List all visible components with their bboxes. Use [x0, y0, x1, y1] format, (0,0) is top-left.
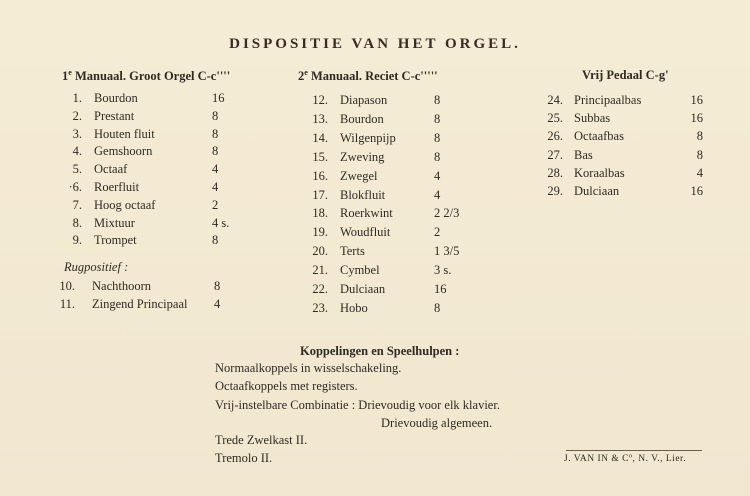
- manuaal1-heading-text: Manuaal. Groot Orgel C-c'''': [71, 69, 231, 84]
- stop-name: Mixtuur: [94, 215, 135, 230]
- page-title: DISPOSITIE VAN HET ORGEL.: [229, 36, 521, 52]
- stop-number: 26.: [547, 129, 563, 144]
- stop-feet: 8: [696, 129, 703, 144]
- stop-feet: 2: [434, 225, 441, 240]
- stop-number: 9.: [72, 233, 82, 248]
- stop-name: Roerkwint: [340, 206, 393, 221]
- stop-feet: 8: [434, 130, 441, 145]
- stop-name: Trompet: [94, 233, 137, 248]
- stop-name: Bourdon: [340, 111, 384, 126]
- stop-name: Gemshoorn: [94, 144, 153, 159]
- stop-feet: 4: [212, 162, 219, 177]
- pedaal-heading: Vrij Pedaal C-g': [582, 68, 669, 82]
- stop-name: Wilgenpijp: [340, 130, 396, 145]
- stop-name: Roerfluit: [94, 180, 140, 194]
- stop-name: Koraalbas: [574, 165, 625, 180]
- stop-row: [0, 110, 750, 127]
- stop-row: [0, 128, 750, 145]
- stop-number: ·6.: [68, 180, 82, 194]
- stop-number: 4.: [72, 144, 82, 159]
- stop-number: 10.: [59, 279, 75, 293]
- stop-name: Hobo: [340, 300, 368, 315]
- koppelingen-heading: Koppelingen en Speelhulpen :: [300, 344, 460, 358]
- stop-number: 21.: [312, 263, 328, 278]
- stop-feet: 8: [212, 108, 219, 123]
- stop-name: Zweving: [340, 149, 385, 164]
- manuaal2-heading-sup: e: [304, 68, 308, 77]
- stop-name: Bas: [574, 147, 593, 162]
- stop-name: Zwegel: [340, 168, 378, 183]
- koppeling-line: Octaafkoppels met registers.: [215, 379, 358, 393]
- manuaal1-heading: [62, 68, 230, 84]
- stop-feet: 8: [434, 300, 441, 315]
- koppeling-line: Trede Zwelkast II.: [215, 433, 308, 447]
- stop-row: [0, 147, 750, 164]
- stop-feet: 8: [434, 149, 441, 164]
- stop-number: 7.: [72, 197, 82, 212]
- stop-feet: 1 3/5: [434, 244, 460, 259]
- koppeling-line: Drievoudig algemeen.: [381, 416, 493, 430]
- stop-number: 17.: [312, 187, 328, 202]
- stop-name: Bourdon: [94, 91, 138, 105]
- koppeling-line: Tremolo II.: [215, 451, 273, 465]
- stop-name: Nachthoorn: [92, 279, 152, 293]
- koppeling-line: Normaalkoppels in wisselschakeling.: [215, 361, 402, 375]
- manuaal1-heading-prefix: 1: [62, 69, 69, 84]
- stop-number: 24.: [547, 93, 563, 107]
- manuaal2-heading-prefix: 2: [298, 69, 305, 84]
- stop-feet: 4: [696, 165, 703, 180]
- stop-number: 20.: [312, 244, 328, 259]
- stop-feet: 16: [434, 282, 447, 296]
- stop-number: 18.: [312, 206, 328, 221]
- stop-name: Dulciaan: [340, 282, 386, 296]
- stop-number: 12.: [312, 93, 328, 107]
- stop-number: 14.: [312, 130, 328, 145]
- stop-feet: 16: [690, 93, 703, 107]
- stop-name: Octaaf: [94, 162, 128, 177]
- stop-row: [0, 183, 750, 200]
- stop-name: Terts: [340, 244, 365, 259]
- stop-row: [0, 262, 750, 279]
- stop-number: 8.: [72, 215, 82, 230]
- stop-feet: 2 2/3: [434, 206, 460, 221]
- stop-number: 19.: [312, 225, 328, 240]
- koppeling-line: Vrij-instelbare Combinatie : Drievoudig voor elk klavier.: [215, 398, 500, 412]
- stop-feet: 4: [214, 297, 221, 311]
- stop-number: 13.: [312, 111, 328, 126]
- stop-name: Blokfluit: [340, 187, 386, 202]
- stop-feet: 8: [212, 144, 219, 159]
- stop-name: Octaafbas: [574, 129, 624, 144]
- manuaal1-heading-sup: e: [68, 68, 72, 77]
- stop-name: Hoog octaaf: [94, 197, 156, 212]
- stop-feet: 16: [690, 111, 703, 126]
- stop-feet: 8: [434, 111, 441, 126]
- stop-number: 1.: [72, 91, 82, 105]
- stop-number: 15.: [312, 149, 328, 164]
- stop-row: [0, 281, 750, 298]
- stop-feet: 4: [434, 187, 441, 202]
- stop-number: 28.: [547, 165, 563, 180]
- stop-name: Principaalbas: [574, 93, 642, 107]
- stop-number: 22.: [312, 282, 328, 296]
- stop-feet: 4: [212, 180, 219, 194]
- stop-name: Dulciaan: [574, 184, 620, 198]
- stop-number: 23.: [312, 300, 328, 315]
- stop-feet: 2: [212, 197, 219, 212]
- stop-name: Zingend Principaal: [92, 297, 188, 311]
- stop-feet: 8: [696, 147, 703, 162]
- stop-name: Diapason: [340, 93, 388, 107]
- stop-number: 29.: [547, 184, 563, 198]
- printer-imprint: J. VAN IN & Cº, N. V., Lier.: [564, 454, 687, 464]
- stop-number: 5.: [72, 162, 82, 177]
- stop-row: [0, 205, 750, 222]
- stop-number: 3.: [72, 126, 82, 141]
- stop-feet: 16: [212, 91, 225, 105]
- stop-name: Houten fluit: [94, 126, 155, 141]
- stop-feet: 3 s.: [434, 263, 452, 278]
- stop-feet: 4 s.: [212, 215, 230, 230]
- stop-number: 16.: [312, 168, 328, 183]
- stop-name: Woudfluit: [340, 225, 391, 240]
- stop-number: 25.: [547, 111, 563, 126]
- manuaal2-heading: [298, 68, 438, 84]
- manuaal2-heading-text: Manuaal. Reciet C-c''''': [307, 69, 438, 84]
- stop-name: Prestant: [94, 108, 135, 123]
- stop-feet: 4: [434, 168, 441, 183]
- stop-feet: 8: [212, 233, 219, 248]
- stop-feet: 16: [690, 184, 703, 198]
- stop-name: Cymbel: [340, 263, 380, 278]
- stop-row: [0, 165, 750, 182]
- stop-row: [0, 224, 750, 241]
- stop-number: 27.: [547, 147, 563, 162]
- stop-name: Subbas: [574, 111, 611, 126]
- stop-row: [0, 300, 750, 317]
- stop-row: [0, 92, 750, 109]
- stop-number: 2.: [72, 108, 82, 123]
- stop-number: 11.: [59, 297, 75, 311]
- stop-feet: 8: [214, 279, 221, 293]
- stop-row: [0, 243, 750, 260]
- stop-feet: 8: [434, 93, 441, 107]
- rugpositief-label: Rugpositief :: [64, 260, 129, 274]
- printer-rule: [566, 450, 702, 451]
- stop-feet: 8: [212, 126, 219, 141]
